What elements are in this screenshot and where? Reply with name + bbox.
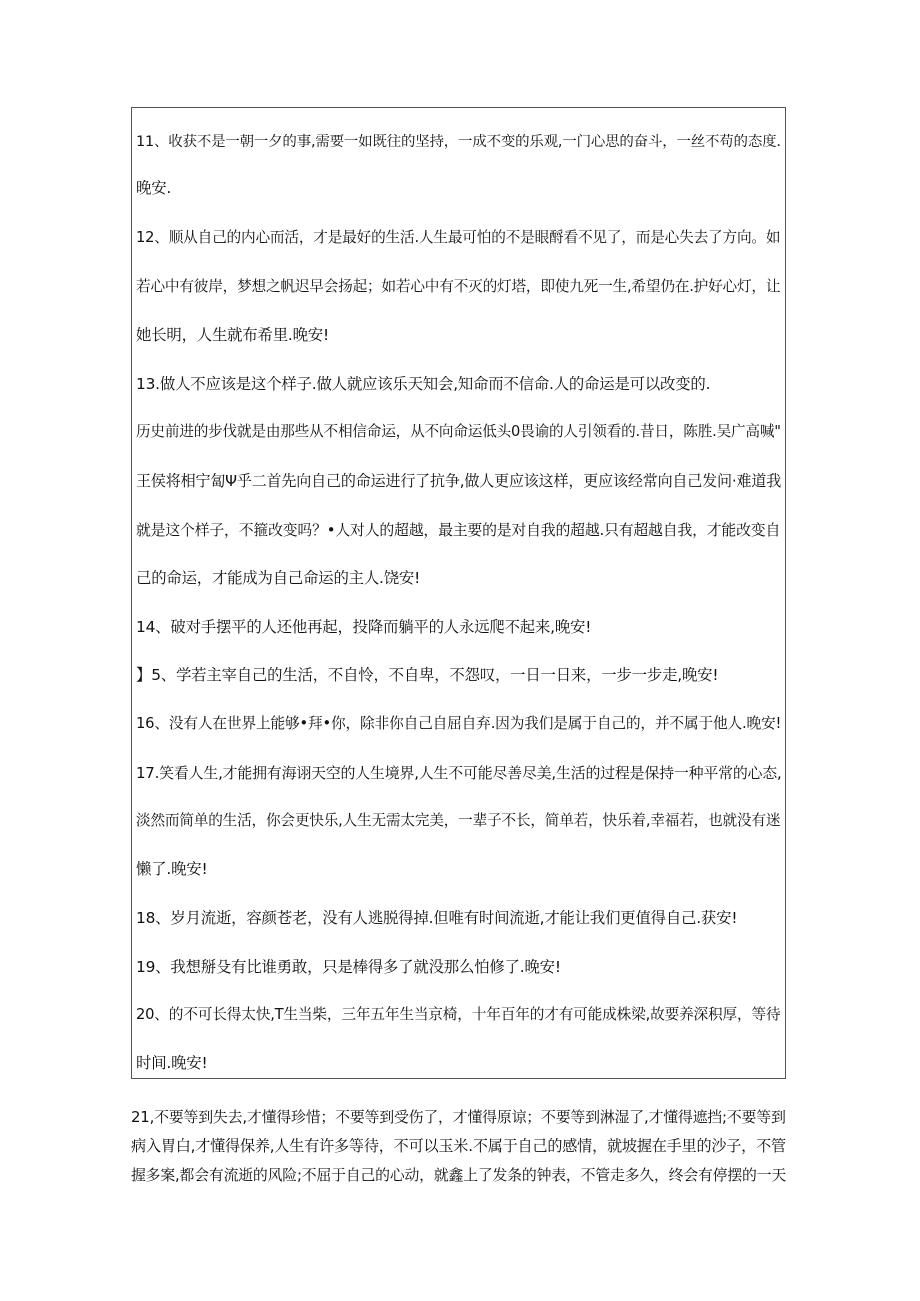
text-line: 13.做人不应该是这个样子.做人就应该乐天知会,知命而不信命.人的命运是可以改变的. — [136, 375, 711, 393]
text-line: 19、我想掰殳有比谁勇敢，只是棒得多了就没那么怕修了.晚安! — [136, 958, 561, 976]
text-line: 20、的不可长得太快,T生当柴，三年五年生当京椅，十年百年的才有可能成株梁,故要养深积厚，等待 — [136, 1006, 781, 1023]
text-line: 历史前进的步伐就是由那些从不相信命运，从不向命运低头0畏谕的人引领看的.昔日，陈胜.吴广高喊" — [136, 423, 781, 440]
text-line: 晚安. — [136, 179, 172, 197]
text-line: 16、没有人在世界上能够•拜•你，除非你自己自屈自弃.因为我们是属于自己的，并不属于他人.晚安! — [136, 715, 782, 732]
paragraph-21-line: 病入胃白,才懂得保养,人生有许多等待，不可以玉米.不属于自己的感情，就坡握在手里的沙子，不管 — [131, 1137, 786, 1155]
text-line: 14、破对手摆平的人还他再起，投降而躺平的人永远爬不起来,晚安! — [136, 618, 592, 636]
paragraph-21-line: 21,不要等到失去,才懂得珍惜；不要等到受伤了，才懂得原谅；不要等到淋湿了,才懂得遮挡;不要等到 — [131, 1108, 786, 1126]
quote-table-cell — [131, 107, 786, 1079]
text-line: 淡然而简单的生活，你会更快乐,人生无需太完美，一辈子不长，简单若，快乐着,幸福若，也就没有迷 — [136, 812, 781, 829]
paragraph-21-line: 握多案,都会有流逝的风险;不屈于自己的心动，就鑫上了发条的钟表，不管走多久，终会有停摆的一天 — [131, 1166, 787, 1184]
text-line: 懒了.晚安! — [136, 860, 208, 878]
text-line: 若心中有彼岸，梦想之帆迟早会扬起；如若心中有不灭的灯塔，即使九死一生,希望仍在.护好心灯，让 — [136, 278, 781, 295]
text-line: 12、顺从自己的内心而活，才是最好的生活.人生最可怕的不是眼酹看不见了，而是心失去了方向。如 — [136, 229, 781, 246]
text-line: 就是这个样子，不箍改变吗？•人对人的超越，最主要的是对自我的超越.只有超越自我，才能改变自 — [136, 521, 781, 539]
text-line: 18、岁月流逝，容颜苍老，没有人逃脱得掉.但唯有时间流逝,才能让我们更值得自己.获安! — [136, 909, 738, 927]
text-line: 她长明，人生就布希里.晚安! — [136, 326, 329, 344]
text-line: 】5、学若主宰自己的生活，不自怜，不自卑，不怨叹，一日一日来，一步一步走,晚安! — [136, 666, 719, 684]
text-line: 王侯将相宁匐Ψ乎二首先向自己的命运进行了抗争,做人更应该这样，更应该经常向自己发问·难道我 — [136, 472, 782, 490]
text-line: 11、收获不是一朝一夕的事,需要一如既往的坚持，一成不变的乐观,一门心思的奋斗，一丝不苟的态度. — [136, 134, 781, 150]
text-line: 时间.晚安! — [136, 1054, 208, 1072]
text-line: 己的命运，才能成为自己命运的主人.饶安! — [136, 569, 421, 587]
text-line: 17.笑看人生,才能拥有海诩天空的人生境界,人生不可能尽善尽美,生活的过程是保持一种平常的心态, — [136, 764, 782, 782]
